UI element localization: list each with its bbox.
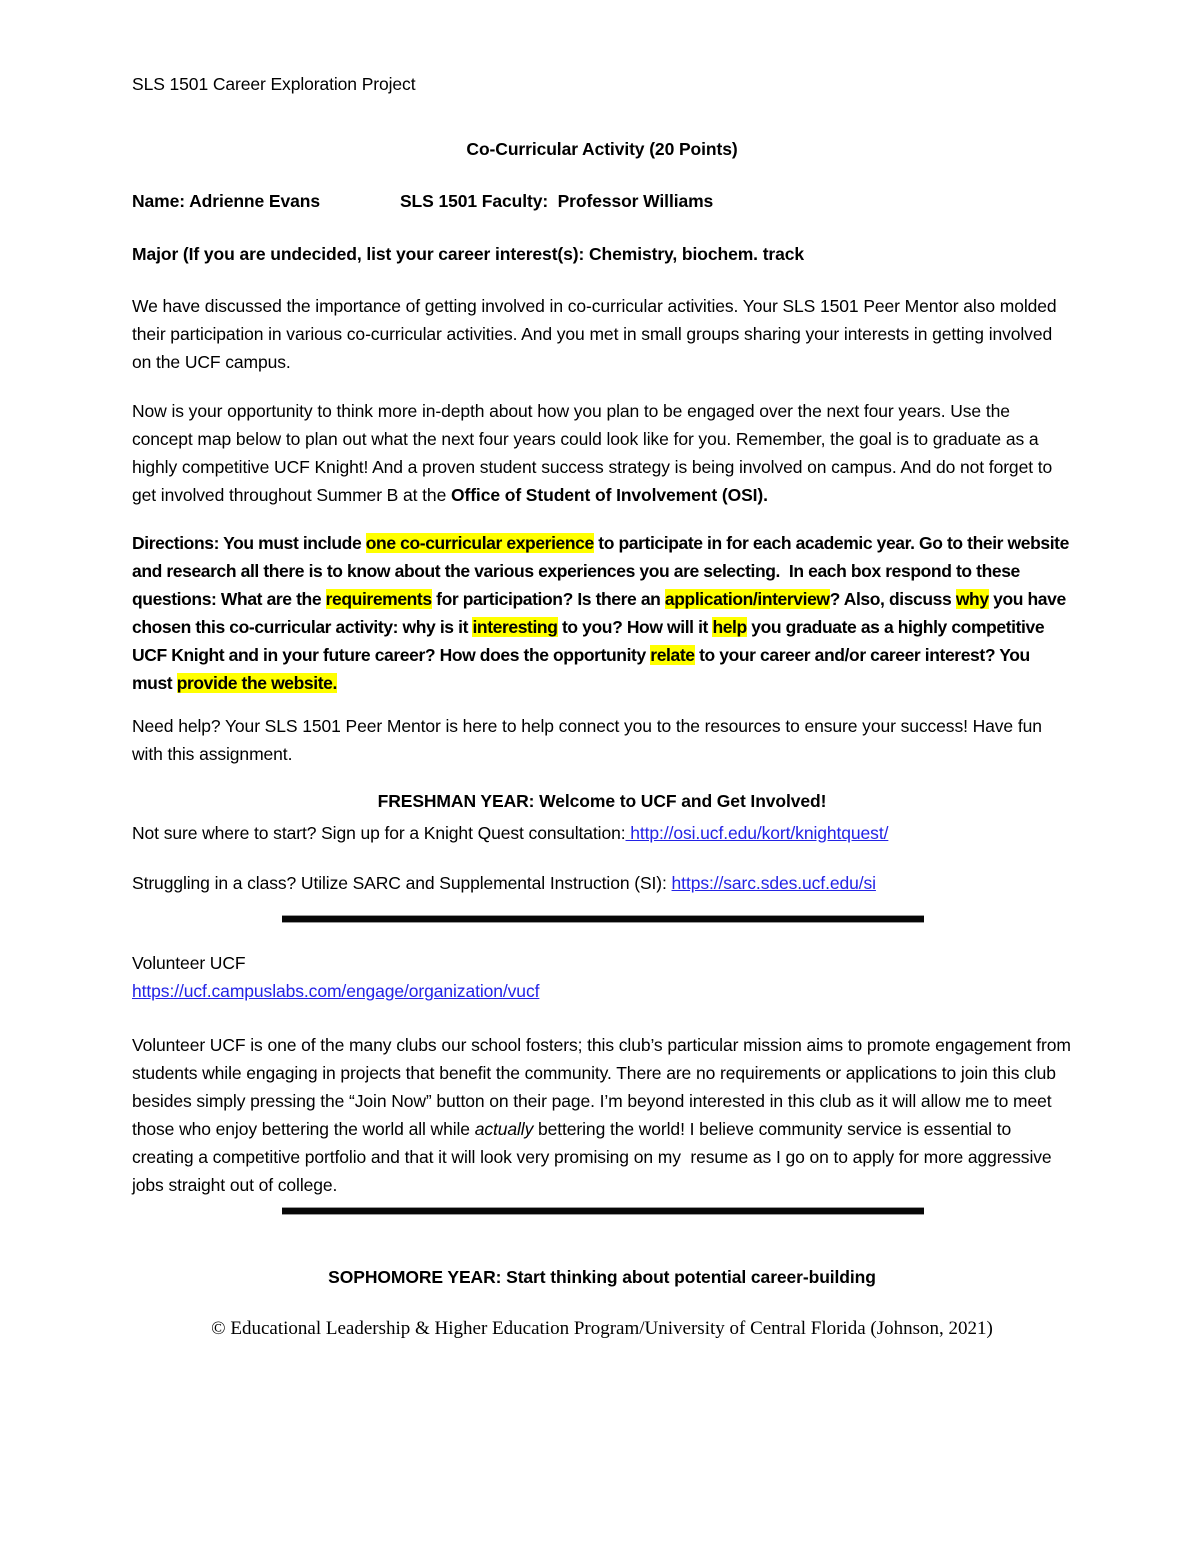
- directions-paragraph: [132, 529, 1072, 697]
- text-segment: requirements: [325, 589, 432, 609]
- text-segment: to your career and/or career interest? You must: [132, 645, 1035, 693]
- knight-quest-line: [132, 819, 1072, 847]
- student-name: Name: Adrienne Evans: [132, 191, 320, 211]
- faculty-name: SLS 1501 Faculty: Professor Williams: [399, 191, 714, 211]
- text-segment: actually: [474, 1119, 534, 1139]
- text-segment: Not sure where to start? Sign up for a Knight Quest consultation:: [132, 823, 626, 843]
- text-segment: Directions: You must include: [132, 533, 366, 553]
- text-segment: Now is your opportunity to think more in-depth about how you plan to be engaged over the next four years. Use the concept map below to plan out what the next four years could look like for you. Remember, the goal is to graduate as a highly competitive UCF Knight! And a proven student success strategy is being involved on campus. And do not forget to get involved throughout Summer B at the: [132, 401, 1057, 505]
- name-faculty-line: [132, 187, 1072, 215]
- opportunity-paragraph: [132, 397, 1072, 509]
- text-segment: Office of Student of Involvement (OSI).: [450, 485, 768, 505]
- text-segment: relate: [650, 645, 695, 665]
- club-block: [132, 949, 1072, 1005]
- text-segment: Volunteer UCF is one of the many clubs our school fosters; this club’s particular mission aims to promote engagement from students while engaging in projects that benefit the community. There are no requirements or applications to join this club besides simply pressing the “Join Now” button on their page. I’m beyond interested in this club as it will allow me to meet those who enjoy bettering the world all while: [132, 1035, 1076, 1139]
- text-segment: one co-curricular experience: [365, 533, 594, 553]
- text-segment: Struggling in a class? Utilize SARC and Supplemental Instruction (SI):: [132, 873, 672, 893]
- copyright-footer: © Educational Leadership & Higher Education Program/University of Central Florida (Johnson, 2021): [211, 1318, 993, 1339]
- divider-bar-top: [282, 915, 924, 923]
- doc-title: Co-Curricular Activity (20 Points): [466, 139, 738, 159]
- intro-paragraph: We have discussed the importance of getting involved in co-curricular activities. Your SLS 1501 Peer Mentor also molded their participation in various co-curricular activities. And you met in small groups sharing your interests in getting involved on the UCF campus.: [132, 296, 1062, 372]
- text-segment: application/interview: [664, 589, 830, 609]
- project-header: SLS 1501 Career Exploration Project: [132, 74, 416, 94]
- need-help-paragraph: Need help? Your SLS 1501 Peer Mentor is here to help connect you to the resources to ensure your success! Have fun with this assignment.: [132, 716, 1047, 764]
- sophomore-heading: SOPHOMORE YEAR: Start thinking about potential career-building: [328, 1267, 876, 1287]
- hyperlink[interactable]: https://ucf.campuslabs.com/engage/organization/vucf: [132, 981, 540, 1001]
- text-segment: ? Also, discuss: [829, 589, 956, 609]
- sarc-line: [132, 869, 1072, 897]
- text-segment: provide the website.: [176, 673, 337, 693]
- club-reflection-paragraph: [132, 1031, 1076, 1199]
- text-segment: to participate in for each academic year. Go to their website and research all there is to know about the various experiences you are selecting. In each box respond to these questions: What are the: [132, 533, 1074, 609]
- divider-bar-bottom: [282, 1207, 924, 1215]
- text-segment: to you? How will it: [557, 617, 713, 637]
- club-url-line: [132, 977, 1072, 1005]
- text-segment: help: [712, 617, 747, 637]
- hyperlink[interactable]: http://osi.ucf.edu/kort/knightquest/: [625, 823, 889, 843]
- hyperlink[interactable]: https://sarc.sdes.ucf.edu/si: [671, 873, 876, 893]
- text-segment: you graduate as a highly competitive UCF Knight and in your future career? How does the opportunity: [132, 617, 1049, 665]
- major-line: Major (If you are undecided, list your career interest(s): Chemistry, biochem. track: [132, 244, 805, 264]
- freshman-heading: FRESHMAN YEAR: Welcome to UCF and Get Involved!: [377, 791, 827, 811]
- text-segment: bettering the world! I believe community service is essential to creating a competitive portfolio and that it will look very promising on my resume as I go on to apply for more aggressive jobs straight out of college.: [132, 1119, 1057, 1195]
- text-segment: you have chosen this co-curricular activity: why is it: [132, 589, 1071, 637]
- text-segment: interesting: [472, 617, 558, 637]
- text-segment: for participation? Is there an: [431, 589, 665, 609]
- text-segment: why: [955, 589, 989, 609]
- club-name: Volunteer UCF: [132, 953, 246, 973]
